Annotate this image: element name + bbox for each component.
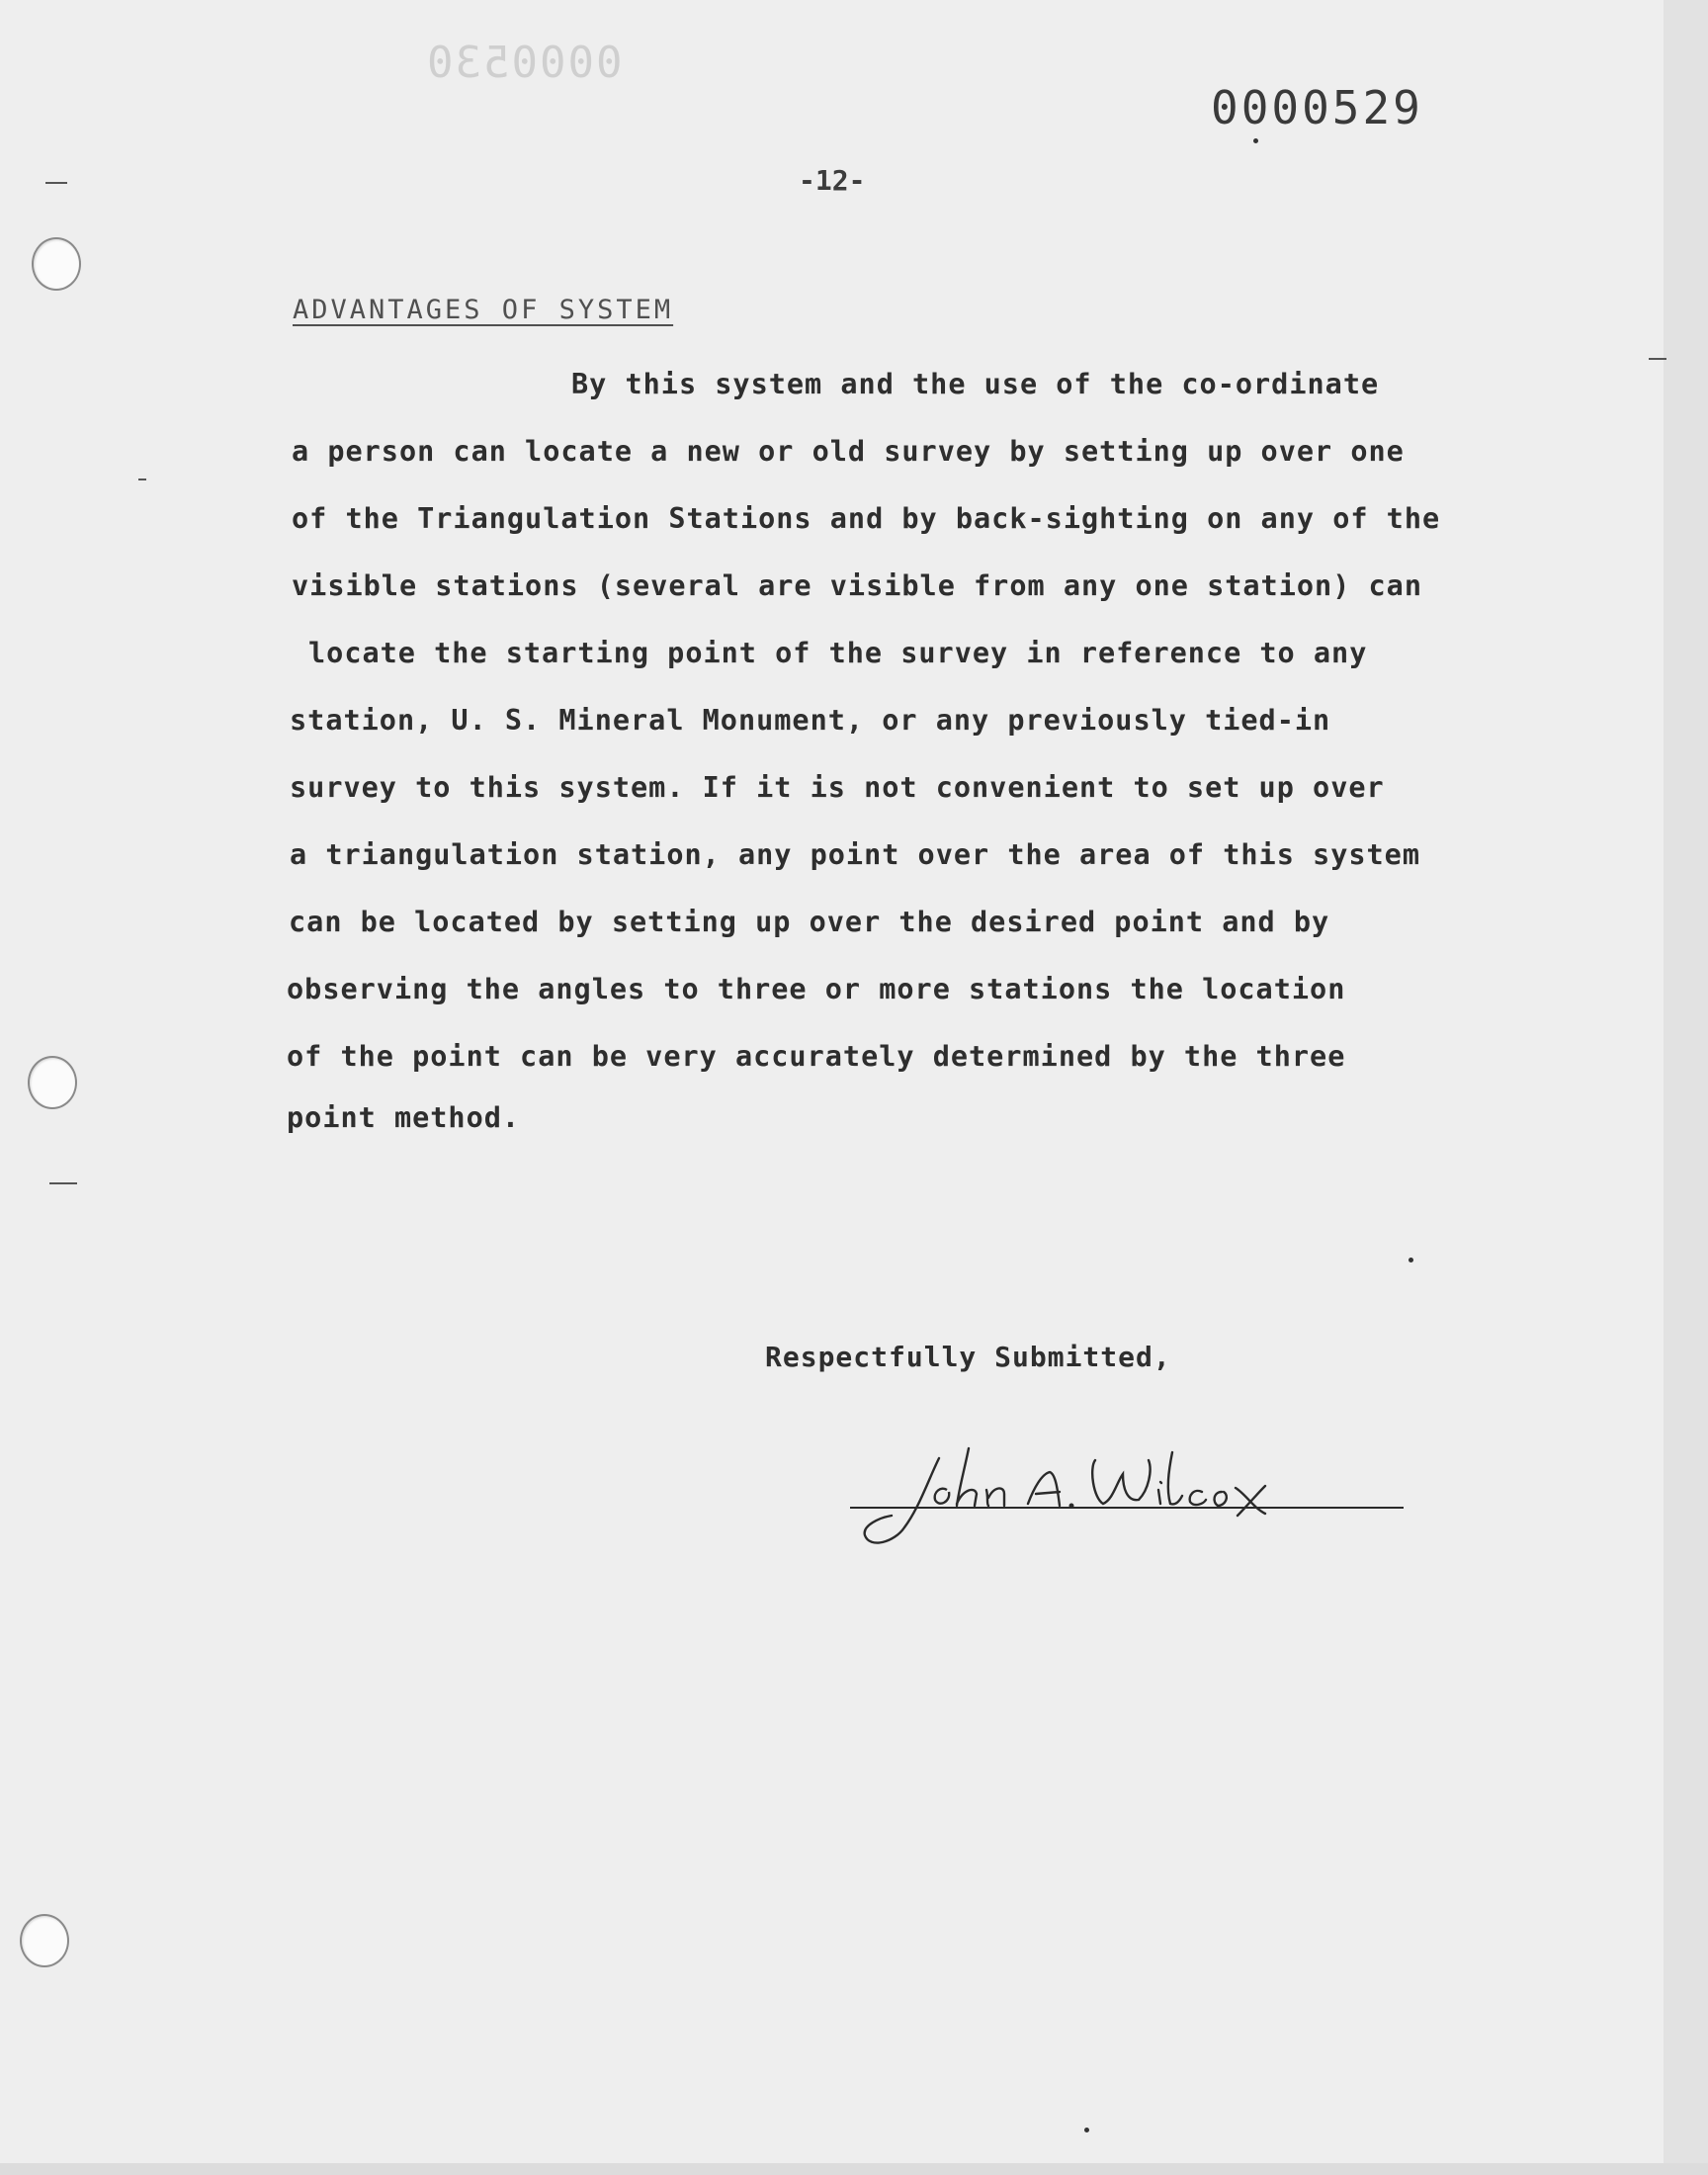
body-line: survey to this system. If it is not convenient to set up over — [290, 771, 1385, 804]
body-line: station, U. S. Mineral Monument, or any previously tied-in — [290, 704, 1331, 737]
punch-hole-middle — [28, 1056, 77, 1109]
handwritten-signature — [830, 1438, 1413, 1552]
scan-edge-shadow — [1664, 0, 1708, 2175]
scan-bottom-edge — [0, 2163, 1708, 2175]
closing-text: Respectfully Submitted, — [765, 1341, 1171, 1373]
section-heading: ADVANTAGES OF SYSTEM — [293, 295, 674, 325]
margin-mark — [1649, 358, 1666, 360]
page-number: -12- — [799, 164, 866, 197]
body-line: a triangulation station, any point over the area of this system — [290, 838, 1420, 871]
margin-mark — [49, 1182, 77, 1184]
ink-speck — [1084, 2128, 1089, 2132]
body-line: of the point can be very accurately determined by the three — [287, 1040, 1346, 1073]
punch-hole-top — [32, 237, 81, 291]
body-line: point method. — [287, 1101, 521, 1134]
bleed-through-number: 0000530 — [425, 38, 623, 88]
body-line: can be located by setting up over the desired point and by — [289, 906, 1330, 938]
body-line: By this system and the use of the co-ordinate — [571, 368, 1380, 400]
body-line: a person can locate a new or old survey by setting up over one — [292, 435, 1405, 468]
margin-mark — [138, 478, 146, 480]
punch-hole-bottom — [20, 1914, 69, 1967]
ink-speck — [1409, 1258, 1413, 1262]
body-line: locate the starting point of the survey in reference to any — [308, 637, 1368, 669]
body-line: of the Triangulation Stations and by back-sighting on any of the — [292, 502, 1441, 535]
body-line: visible stations (several are visible from any one station) can — [292, 569, 1422, 602]
margin-mark — [45, 182, 67, 184]
document-number: 0000529 — [1211, 81, 1423, 134]
body-line: observing the angles to three or more stations the location — [287, 973, 1346, 1005]
ink-speck — [1253, 138, 1258, 143]
